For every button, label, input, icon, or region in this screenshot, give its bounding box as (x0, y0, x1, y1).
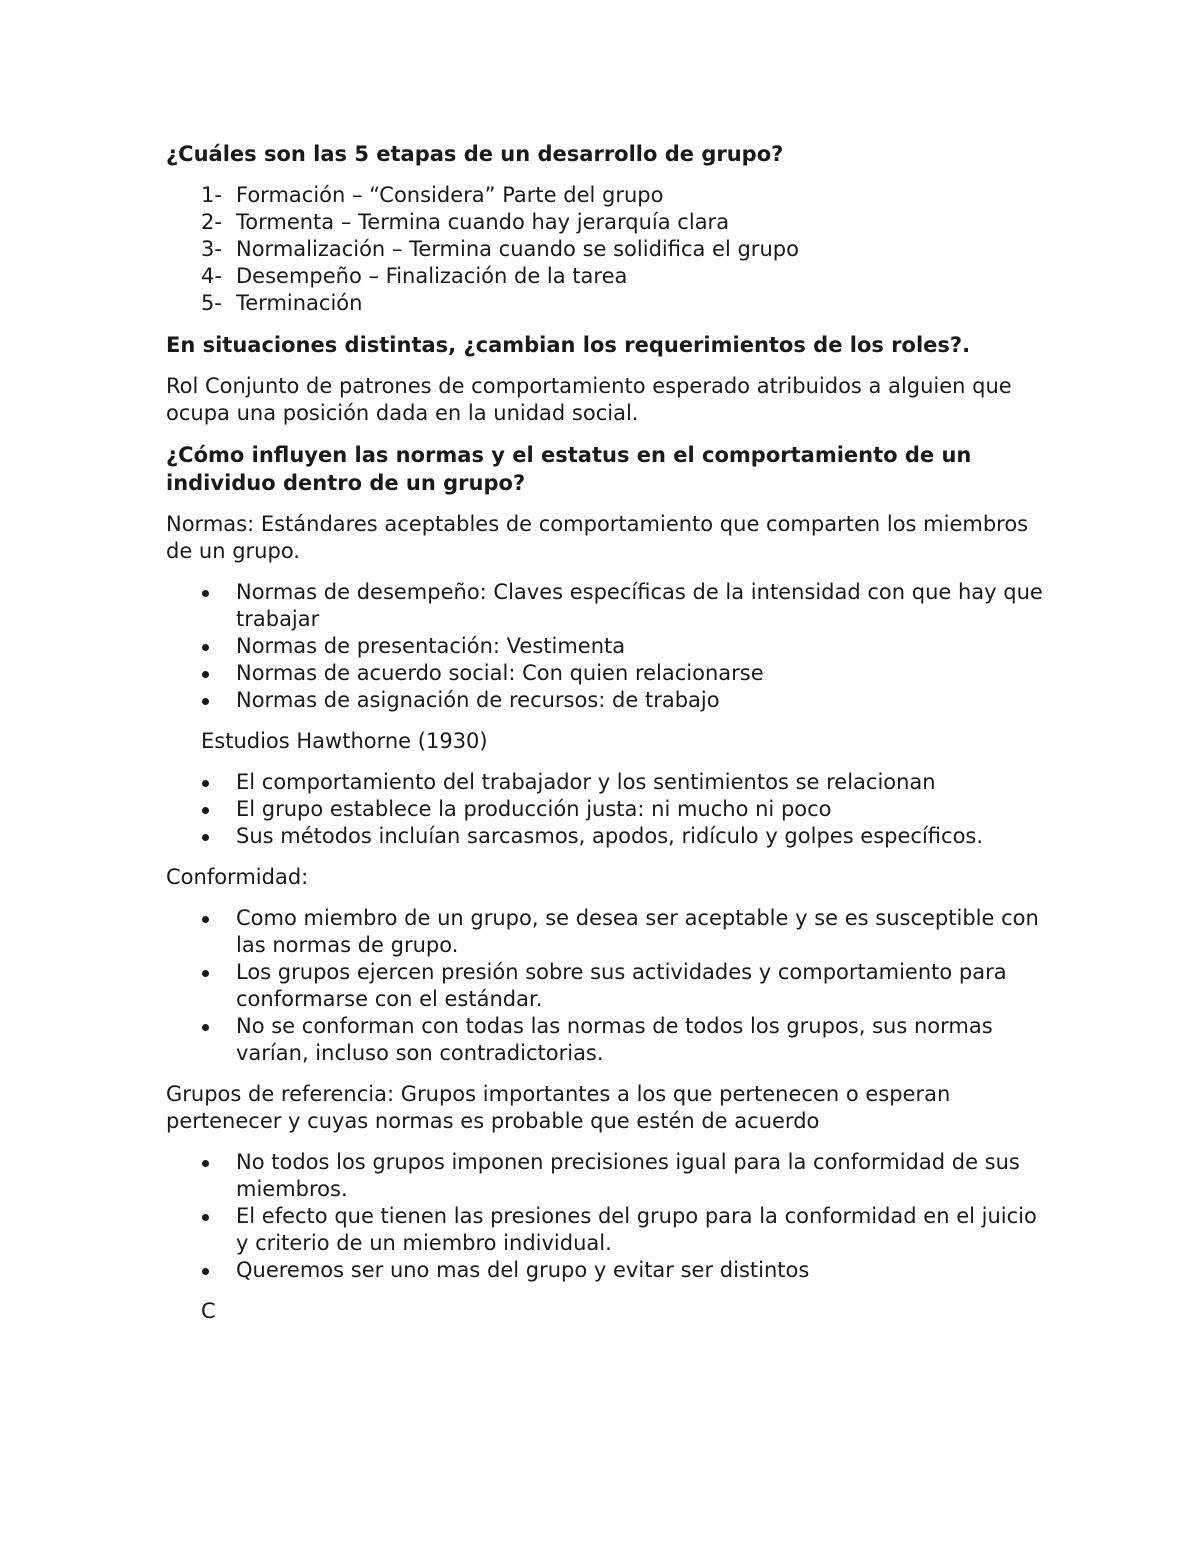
list-item: Normas de asignación de recursos: de trabajo (166, 687, 1050, 714)
list-item: 3- Normalización – Termina cuando se solidifica el grupo (201, 237, 799, 261)
referencia-list (166, 1149, 1050, 1284)
bullet-icon (202, 1268, 209, 1275)
question-roles: En situaciones distintas, ¿cambian los requerimientos de los roles?. (166, 333, 971, 357)
bullet-icon (202, 1024, 209, 1031)
list-item: 4- Desempeño – Finalización de la tarea (201, 264, 628, 288)
list-item: Sus métodos incluían sarcasmos, apodos, ridículo y golpes específicos. (166, 823, 1050, 850)
list-item: 2- Tormenta – Termina cuando hay jerarquía clara (201, 210, 730, 234)
paragraph-normas: Normas: Estándares aceptables de comportamiento que comparten los miembros de un grupo. (166, 512, 1029, 563)
bullet-icon (202, 698, 209, 705)
list-item: No todos los grupos imponen precisiones igual para la conformidad de sus miembros. (166, 1149, 1050, 1203)
bullet-icon (202, 1214, 209, 1221)
list-item: Normas de presentación: Vestimenta (166, 633, 1050, 660)
hawthorne-list (166, 769, 1050, 850)
list-item: 5- Terminación (201, 291, 363, 315)
list-item: El comportamiento del trabajador y los sentimientos se relacionan (166, 769, 1050, 796)
bullet-icon (202, 644, 209, 651)
list-item: No se conforman con todas las normas de todos los grupos, sus normas varían, incluso son contradictorias. (166, 1013, 1050, 1067)
question-norms: ¿Cómo influyen las normas y el estatus en el comportamiento de un individuo dentro de un grupo? (166, 443, 972, 495)
bullet-icon (202, 807, 209, 814)
list-item: Normas de desempeño: Claves específicas de la intensidad con que hay que trabajar (166, 579, 1050, 633)
list-item: Los grupos ejercen presión sobre sus actividades y comportamiento para conformarse con el estándar. (166, 959, 1050, 1013)
bullet-icon (202, 780, 209, 787)
list-item: El efecto que tienen las presiones del grupo para la conformidad en el juicio y criterio de un miembro individual. (166, 1203, 1050, 1257)
list-item: Como miembro de un grupo, se desea ser aceptable y se es susceptible con las normas de grupo. (166, 905, 1050, 959)
hawthorne-title: Estudios Hawthorne (1930) (201, 729, 488, 753)
conformidad-list (166, 905, 1050, 1067)
bullet-icon (202, 970, 209, 977)
paragraph-referencia: Grupos de referencia: Grupos importantes a los que pertenecen o esperan pertenecer y cuyas normas es probable que estén de acuerdo (166, 1082, 951, 1133)
trailing-text: C (201, 1299, 216, 1323)
list-item: El grupo establece la producción justa: ni mucho ni poco (166, 796, 1050, 823)
bullet-icon (202, 916, 209, 923)
paragraph-rol: Rol Conjunto de patrones de comportamiento esperado atribuidos a alguien que ocupa una posición dada en la unidad social. (166, 374, 1012, 425)
list-item: Normas de acuerdo social: Con quien relacionarse (166, 660, 1050, 687)
normas-list (166, 579, 1050, 714)
list-item: 1- Formación – “Considera” Parte del grupo (201, 183, 664, 207)
bullet-icon (202, 590, 209, 597)
conformidad-title: Conformidad: (166, 865, 309, 889)
bullet-icon (202, 1160, 209, 1167)
stages-list (166, 182, 1050, 317)
list-item: Queremos ser uno mas del grupo y evitar ser distintos (166, 1257, 1050, 1284)
bullet-icon (202, 671, 209, 678)
question-stages: ¿Cuáles son las 5 etapas de un desarrollo de grupo? (166, 142, 784, 166)
bullet-icon (202, 834, 209, 841)
